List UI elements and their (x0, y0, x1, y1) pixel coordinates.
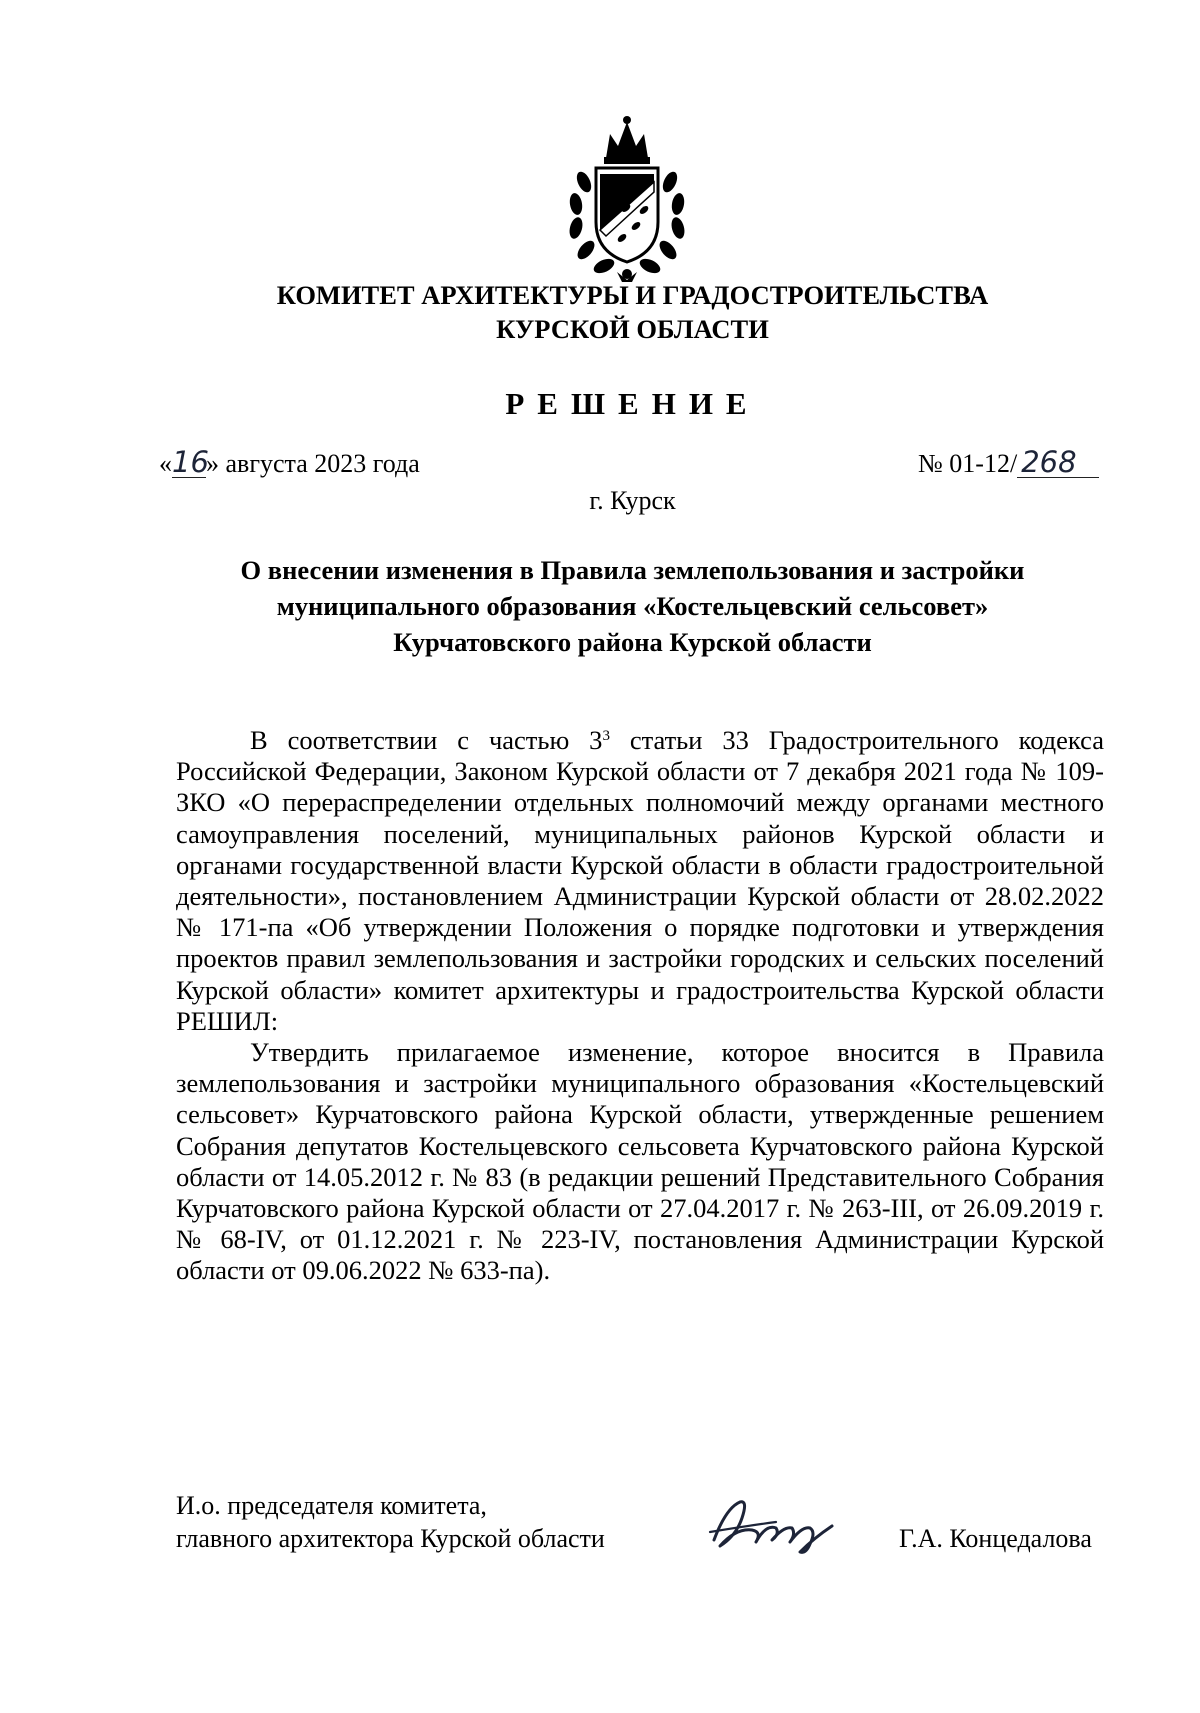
organization-region: КУРСКОЙ ОБЛАСТИ (496, 314, 769, 344)
subject-line: О внесении изменения в Правила землепользования и застройки (240, 555, 1025, 585)
document-subject (150, 552, 1115, 660)
signer-title-line: главного архитектора Курской области (176, 1524, 605, 1553)
subject-line: Курчатовского района Курской области (393, 627, 872, 657)
body-paragraph: Утвердить прилагаемое изменение, которое вносится в Правила землепользования и застройки муниципального образования «Костельцевский сельсовет» Курчатовского района Курской области, утвержденные решением Собрания депутатов Костельцевского сельсовета Курчатовского района Курской области от 14.05.2012 г. № 83 (в редакции решений Представительного Собрания Курчатовского района Курской области от 27.04.2017 г. № 263-III, от 26.09.2019 г. № 68-IV, от 01.12.2021 г. № 223-IV, постановления Администрации Курской области от 09.06.2022 № 633-па). (176, 1037, 1104, 1286)
handwritten-day: 16 (172, 445, 209, 479)
document-city: г. Курск (589, 486, 676, 515)
document-body (176, 725, 1104, 1287)
subject-line: муниципального образования «Костельцевский сельсовет» (276, 591, 989, 621)
paragraph-text: статьи 33 Градостроительного кодекса Российской Федерации, Законом Курской области от 7 декабря 2021 года № 109-ЗКО «О перераспределении отдельных полномочий между органами местного самоуправления поселений, муниципальных районов Курской области и органами государственной власти Курской области в области градостроительной деятельности», постановлением Администрации Курской области от 28.02.2022 № 171-па «Об утверждении Положения о порядке подготовки и утверждения проектов правил землепользования и застройки городских и сельских поселений Курской области» комитет архитектуры и градостроительства Курской области РЕШИЛ: (176, 725, 1104, 1036)
organization-name: КОМИТЕТ АРХИТЕКТУРЫ И ГРАДОСТРОИТЕЛЬСТВА (276, 280, 989, 310)
document-type-title: РЕШЕНИЕ (505, 386, 760, 421)
superscript: 3 (602, 728, 610, 744)
handwritten-number: 268 (1017, 447, 1099, 478)
signer-title-line: И.о. председателя комитета, (176, 1491, 487, 1520)
handwritten-signature-icon (706, 1488, 841, 1558)
date-open-quote: « (159, 449, 172, 478)
body-paragraph (176, 725, 1104, 1037)
document-date (159, 446, 420, 482)
signer-name: Г.А. Концедалова (899, 1524, 1092, 1553)
kursk-region-coat-of-arms-icon (562, 112, 692, 282)
paragraph-text: В соответствии с частью 3 (250, 725, 603, 755)
date-month-year: » августа 2023 года (206, 449, 420, 478)
document-number (918, 446, 1099, 482)
number-prefix: № 01-12/ (918, 449, 1018, 478)
